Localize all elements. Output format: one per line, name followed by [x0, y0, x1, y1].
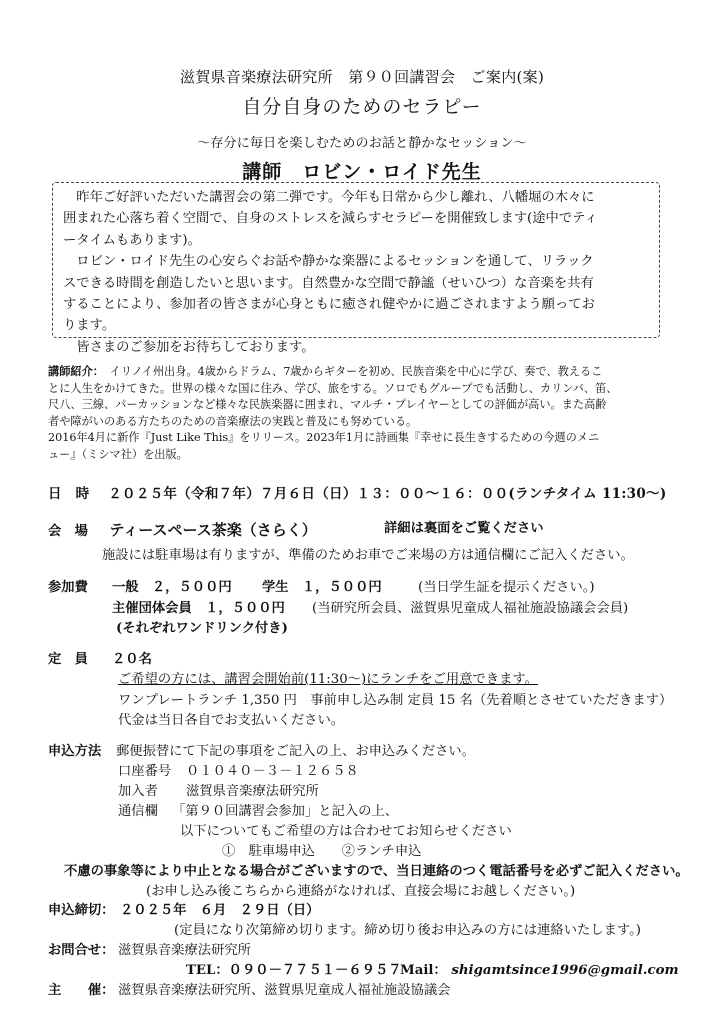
- host-label: 主 催：: [48, 983, 115, 998]
- contact-mail: [400, 959, 679, 978]
- account-label: 口座番号: [118, 764, 172, 779]
- lunch-notice: ご希望の方には、講習会開始前(11:30～)にランチをご用意できます。: [118, 672, 538, 687]
- intro-line: ロビン・ロイド先生の心安らぐお話や静かな楽器によるセッションを通して、リラック: [63, 254, 594, 270]
- memo-line2: 以下についてもご希望の方は合わせてお知らせください: [180, 824, 512, 839]
- fee-drink: (それぞれワンドリンク付き): [116, 621, 288, 636]
- memo-value: 「第９０回講習会参加」と記入の上、: [172, 804, 399, 819]
- document-tagline: ～存分に毎日を楽しむためのお話と静かなセッション～: [197, 136, 527, 151]
- mail-label: Mail：: [400, 963, 447, 978]
- intro-line: スできる時間を創造したいと思います。自然豊かな空間で静謐（せいひつ）な音楽を共有: [63, 275, 594, 291]
- capacity-label: 定 員: [48, 652, 88, 667]
- venue-name: ティースペース茶楽（さらく）: [109, 521, 317, 539]
- apply-method: 郵便振替にて下記の事項をご記入の上、お申込みください。: [116, 744, 476, 759]
- fee-member: 主催団体会員 １，５００円: [112, 601, 285, 616]
- bio-line: 尺八、三線、パーカッションなど様々な民族楽器に囲まれ、マルチ・プレイヤーとしての評価が高い。また高齢: [48, 398, 607, 412]
- intro-line: ータイムもあります)。: [63, 232, 201, 248]
- bio-line: イリノイ州出身。4歳からドラム、7歳からギターを初め、民族音楽を中心に学び、奏で、教えるこ: [98, 365, 603, 378]
- parking-note: 施設には駐車場は有りますが、準備のためお車でご来場の方は通信欄にご記入ください。: [102, 548, 634, 563]
- cancel-warning: 不慮の事象等により中止となる場合がございますので、当日連絡のつく電話番号を必ずご記入ください。: [64, 864, 689, 879]
- account-number: ０１０４０－３－１２６５８: [186, 764, 359, 779]
- venue-row: [48, 517, 317, 540]
- fee-label: 参加費: [48, 580, 88, 595]
- lunch-detail: ワンプレートランチ 1,350 円 事前申し込み制 定員 15 名（先着順とさせていただきます）: [118, 693, 673, 708]
- date-value: ２０２５年（令和７年）７月６日（日）１３：００～１６：００(ランチタイム 11:30～): [108, 486, 667, 502]
- date-label: 日 時: [48, 486, 90, 502]
- contact-label: お問合せ：: [48, 943, 115, 958]
- intro-line: ります。: [63, 318, 116, 334]
- fee-student-note: (当日学生証を提示ください。): [418, 580, 595, 595]
- apply-options: ① 駐車場申込 ②ランチ申込: [222, 844, 422, 859]
- document-subtitle: 自分自身のためのセラピー: [242, 96, 482, 118]
- venue-label: 会 場: [48, 524, 88, 539]
- deadline-value: ２０２５年 ６月 ２９日（日）: [120, 903, 320, 918]
- fee-member-note: (当研究所会員、滋賀県児童成人福祉施設協議会会員): [312, 601, 629, 616]
- lecturer-heading: 講師 ロビン・ロイド先生: [242, 161, 482, 183]
- deadline-label: 申込締切：: [48, 903, 115, 918]
- fee-general: 一般 ２，５００円: [112, 580, 232, 595]
- fee-student: 学生 １，５００円: [262, 580, 382, 595]
- payee-value: 滋賀県音楽療法研究所: [186, 784, 319, 799]
- payee-label: 加入者: [118, 784, 158, 799]
- bio-line: 者や障がいのある方たちのための音楽療法の実践と普及にも努めている。: [48, 414, 418, 428]
- intro-box: [52, 182, 660, 355]
- intro-line: 囲まれた心落ち着く空間で、自身のストレスを減らすセラピーを開催致します(途中でティ: [63, 211, 598, 227]
- mail-address[interactable]: shigamtsince1996@gmail.com: [451, 963, 679, 978]
- event-date: [48, 482, 667, 502]
- capacity-value: ２０名: [112, 652, 152, 667]
- apply-label: 申込方法: [48, 744, 102, 759]
- intro-line: 皆さまのご参加をお待ちしております。: [63, 339, 315, 355]
- document-title: 滋賀県音楽療法研究所 第９０回講習会 ご案内(案): [179, 68, 545, 86]
- deadline-note: (定員になり次第締め切ります。締め切り後お申込みの方には連絡いたします。): [174, 923, 641, 938]
- host-value: 滋賀県音楽療法研究所、滋賀県児童成人福祉施設協議会: [118, 983, 451, 998]
- venue-detail: 詳細は裏面をご覧ください: [384, 521, 544, 536]
- warning-note: (お申し込み後こちらから連絡がなければ、直接会場にお越しください。): [146, 884, 576, 899]
- contact-tel: TEL：０９０－７７５１－６９５７: [186, 963, 402, 978]
- contact-org: 滋賀県音楽療法研究所: [118, 943, 251, 958]
- bio-label: 講師紹介：: [48, 364, 99, 378]
- bio-line: ュー』（ミシマ社）を出版。: [48, 447, 188, 461]
- lecturer-bio: [48, 363, 617, 464]
- bio-line: とに人生をかけてきた。世界の様々な国に住み、学び、旅をする。ソロでもグループでも活動し、カリンバ、笛、: [48, 381, 618, 395]
- intro-line: することにより、参加者の皆さまが心身ともに癒され健やかに過ごされますよう願ってお: [63, 297, 595, 313]
- lunch-payment: 代金は当日各自でお支払いください。: [118, 713, 345, 728]
- memo-label: 通信欄: [118, 804, 158, 819]
- intro-line: 昨年ご好評いただいた講習会の第二弾です。今年も日常から少し離れ、八幡堀の木々に: [63, 190, 595, 205]
- bio-line: 2016年4月に新作『Just Like This』をリリース。2023年1月に詩画集『幸せに長生きするための今週のメニ: [48, 431, 600, 445]
